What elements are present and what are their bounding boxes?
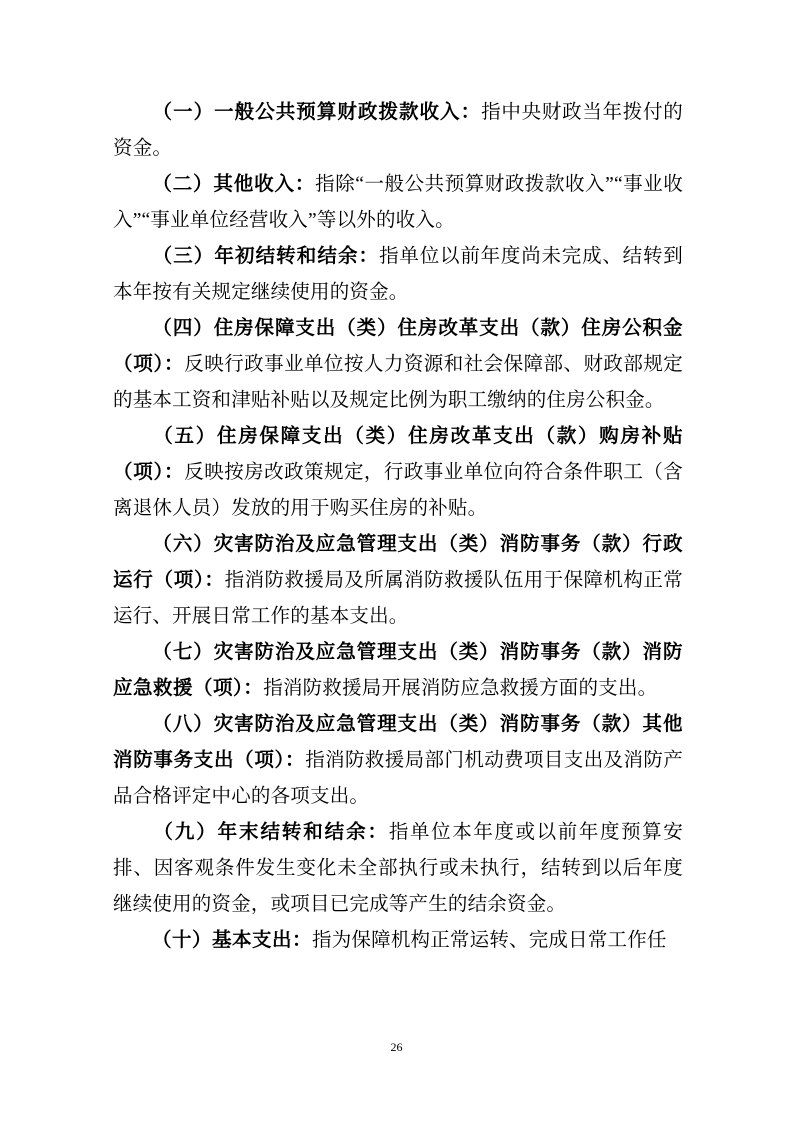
paragraph-8 bbox=[113, 707, 683, 815]
paragraph-body-10: 指为保障机构正常运转、完成日常工作任 bbox=[312, 930, 667, 951]
paragraph-lead-1: （一）一般公共预算财政拨款收入： bbox=[152, 102, 482, 123]
paragraph-lead-8: （八）灾害防治及应急管理支出（类）消防事务（款）其他消防事务支出（项）： bbox=[113, 714, 683, 771]
paragraph-body-6: 指消防救援局及所属消防救援队伍用于保障机构正常运行、开展日常工作的基本支出。 bbox=[113, 570, 683, 627]
paragraph-lead-9: （九）年末结转和结余： bbox=[152, 822, 389, 843]
paragraph-lead-3: （三）年初结转和结余： bbox=[152, 246, 380, 267]
paragraph-3 bbox=[113, 239, 683, 311]
paragraph-lead-7: （七）灾害防治及应急管理支出（类）消防事务（款）消防应急救援（项）： bbox=[113, 642, 683, 699]
paragraph-body-3: 指单位以前年度尚未完成、结转到本年按有关规定继续使用的资金。 bbox=[113, 246, 683, 303]
paragraph-body-4: 反映行政事业单位按人力资源和社会保障部、财政部规定的基本工资和津贴补贴以及规定比例为职工缴纳的住房公积金。 bbox=[113, 354, 683, 411]
paragraph-1 bbox=[113, 95, 683, 167]
paragraph-7 bbox=[113, 635, 683, 707]
paragraph-6 bbox=[113, 527, 683, 635]
paragraph-lead-5: （五）住房保障支出（类）住房改革支出（款）购房补贴（项）： bbox=[113, 426, 683, 483]
paragraph-lead-2: （二）其他收入： bbox=[152, 174, 316, 195]
paragraph-lead-4: （四）住房保障支出（类）住房改革支出（款）住房公积金（项）： bbox=[113, 318, 683, 375]
paragraph-lead-10: （十）基本支出： bbox=[152, 930, 313, 951]
paragraph-body-5: 反映按房改政策规定，行政事业单位向符合条件职工（含离退休人员）发放的用于购买住房的补贴。 bbox=[113, 462, 683, 519]
paragraph-body-8: 指消防救援局部门机动费项目支出及消防产品合格评定中心的各项支出。 bbox=[113, 750, 683, 807]
page-number: 26 bbox=[390, 1040, 403, 1054]
paragraph-body-2: 指除“一般公共预算财政拨款收入”“事业收入”“事业单位经营收入”等以外的收入。 bbox=[113, 174, 683, 231]
paragraph-body-1: 指中央财政当年拨付的资金。 bbox=[113, 102, 683, 159]
paragraph-body-7: 指消防救援局开展消防应急救援方面的支出。 bbox=[263, 678, 658, 699]
paragraph-9 bbox=[113, 815, 683, 923]
paragraph-10 bbox=[113, 923, 683, 959]
paragraph-lead-6: （六）灾害防治及应急管理支出（类）消防事务（款）行政运行（项）： bbox=[113, 534, 683, 591]
paragraph-body-9: 指单位本年度或以前年度预算安排、因客观条件发生变化未全部执行或未执行，结转到以后年度继续使用的资金，或项目已完成等产生的结余资金。 bbox=[113, 822, 683, 915]
paragraph-2 bbox=[113, 167, 683, 239]
document-body bbox=[113, 95, 683, 959]
paragraph-5 bbox=[113, 419, 683, 527]
paragraph-4 bbox=[113, 311, 683, 419]
